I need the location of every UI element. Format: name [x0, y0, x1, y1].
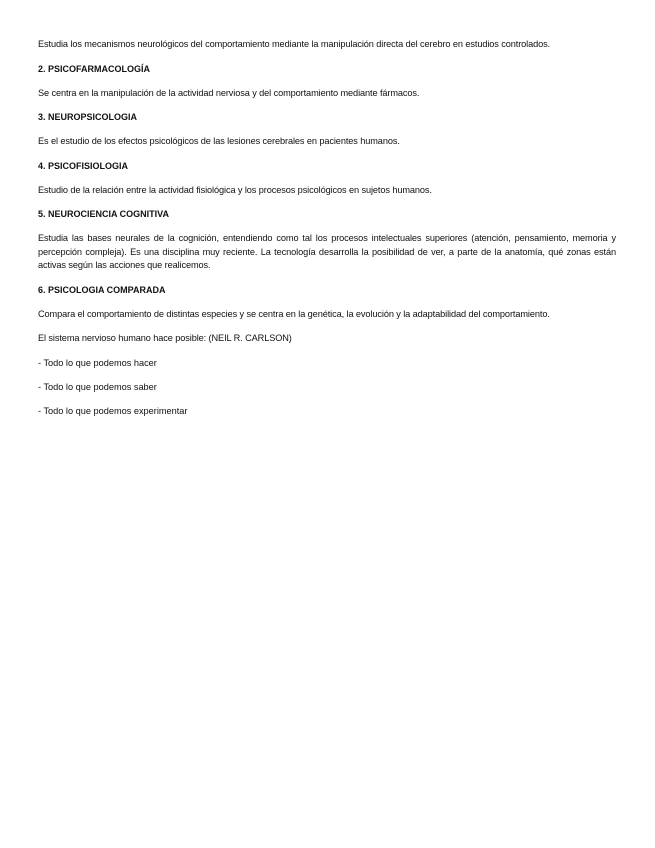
document-page	[38, 38, 616, 429]
intro-paragraph: Estudia los mecanismos neurológicos del comportamiento mediante la manipulación directa del cerebro en estudios controlados.	[38, 39, 551, 49]
psicofarmacologia-paragraph: Se centra en la manipulación de la actividad nerviosa y del comportamiento mediante fármacos.	[38, 87, 420, 98]
heading-neuropsicologia: 3. NEUROPSICOLOGIA	[38, 112, 138, 122]
closing-statement: El sistema nervioso humano hace posible: (NEIL R. CARLSON)	[38, 333, 292, 343]
heading-neurociencia-cognitiva: 5. NEUROCIENCIA COGNITIVA	[38, 209, 170, 219]
list-item: - Todo lo que podemos experimentar	[38, 405, 188, 416]
psicologia-comparada-paragraph: Compara el comportamiento de distintas especies y se centra en la genética, la evolución y la adaptabilidad del comportamiento.	[38, 308, 550, 319]
psicofisiologia-paragraph: Estudio de la relación entre la actividad fisiológica y los procesos psicológicos en sujetos humanos.	[38, 184, 432, 195]
list-item: - Todo lo que podemos hacer	[38, 357, 157, 368]
neuropsicologia-paragraph: Es el estudio de los efectos psicológicos de las lesiones cerebrales en pacientes humanos.	[38, 136, 400, 146]
list-item: - Todo lo que podemos saber	[38, 381, 157, 392]
heading-psicofarmacologia: 2. PSICOFARMACOLOGÍA	[38, 63, 151, 74]
heading-psicofisiologia: 4. PSICOFISIOLOGIA	[38, 160, 129, 171]
heading-psicologia-comparada: 6. PSICOLOGIA COMPARADA	[38, 284, 166, 295]
neurociencia-cognitiva-paragraph: Estudia las bases neurales de la cognición, entendiendo como tal los procesos intelectuales superiores (atención, pensamiento, memoria y percepción compleja). Es una disciplina muy reciente. La tecnología desarrolla la posibilidad de ver, a parte de la anatomía, qué zonas están activas según las acciones que realicemos.	[38, 233, 616, 270]
